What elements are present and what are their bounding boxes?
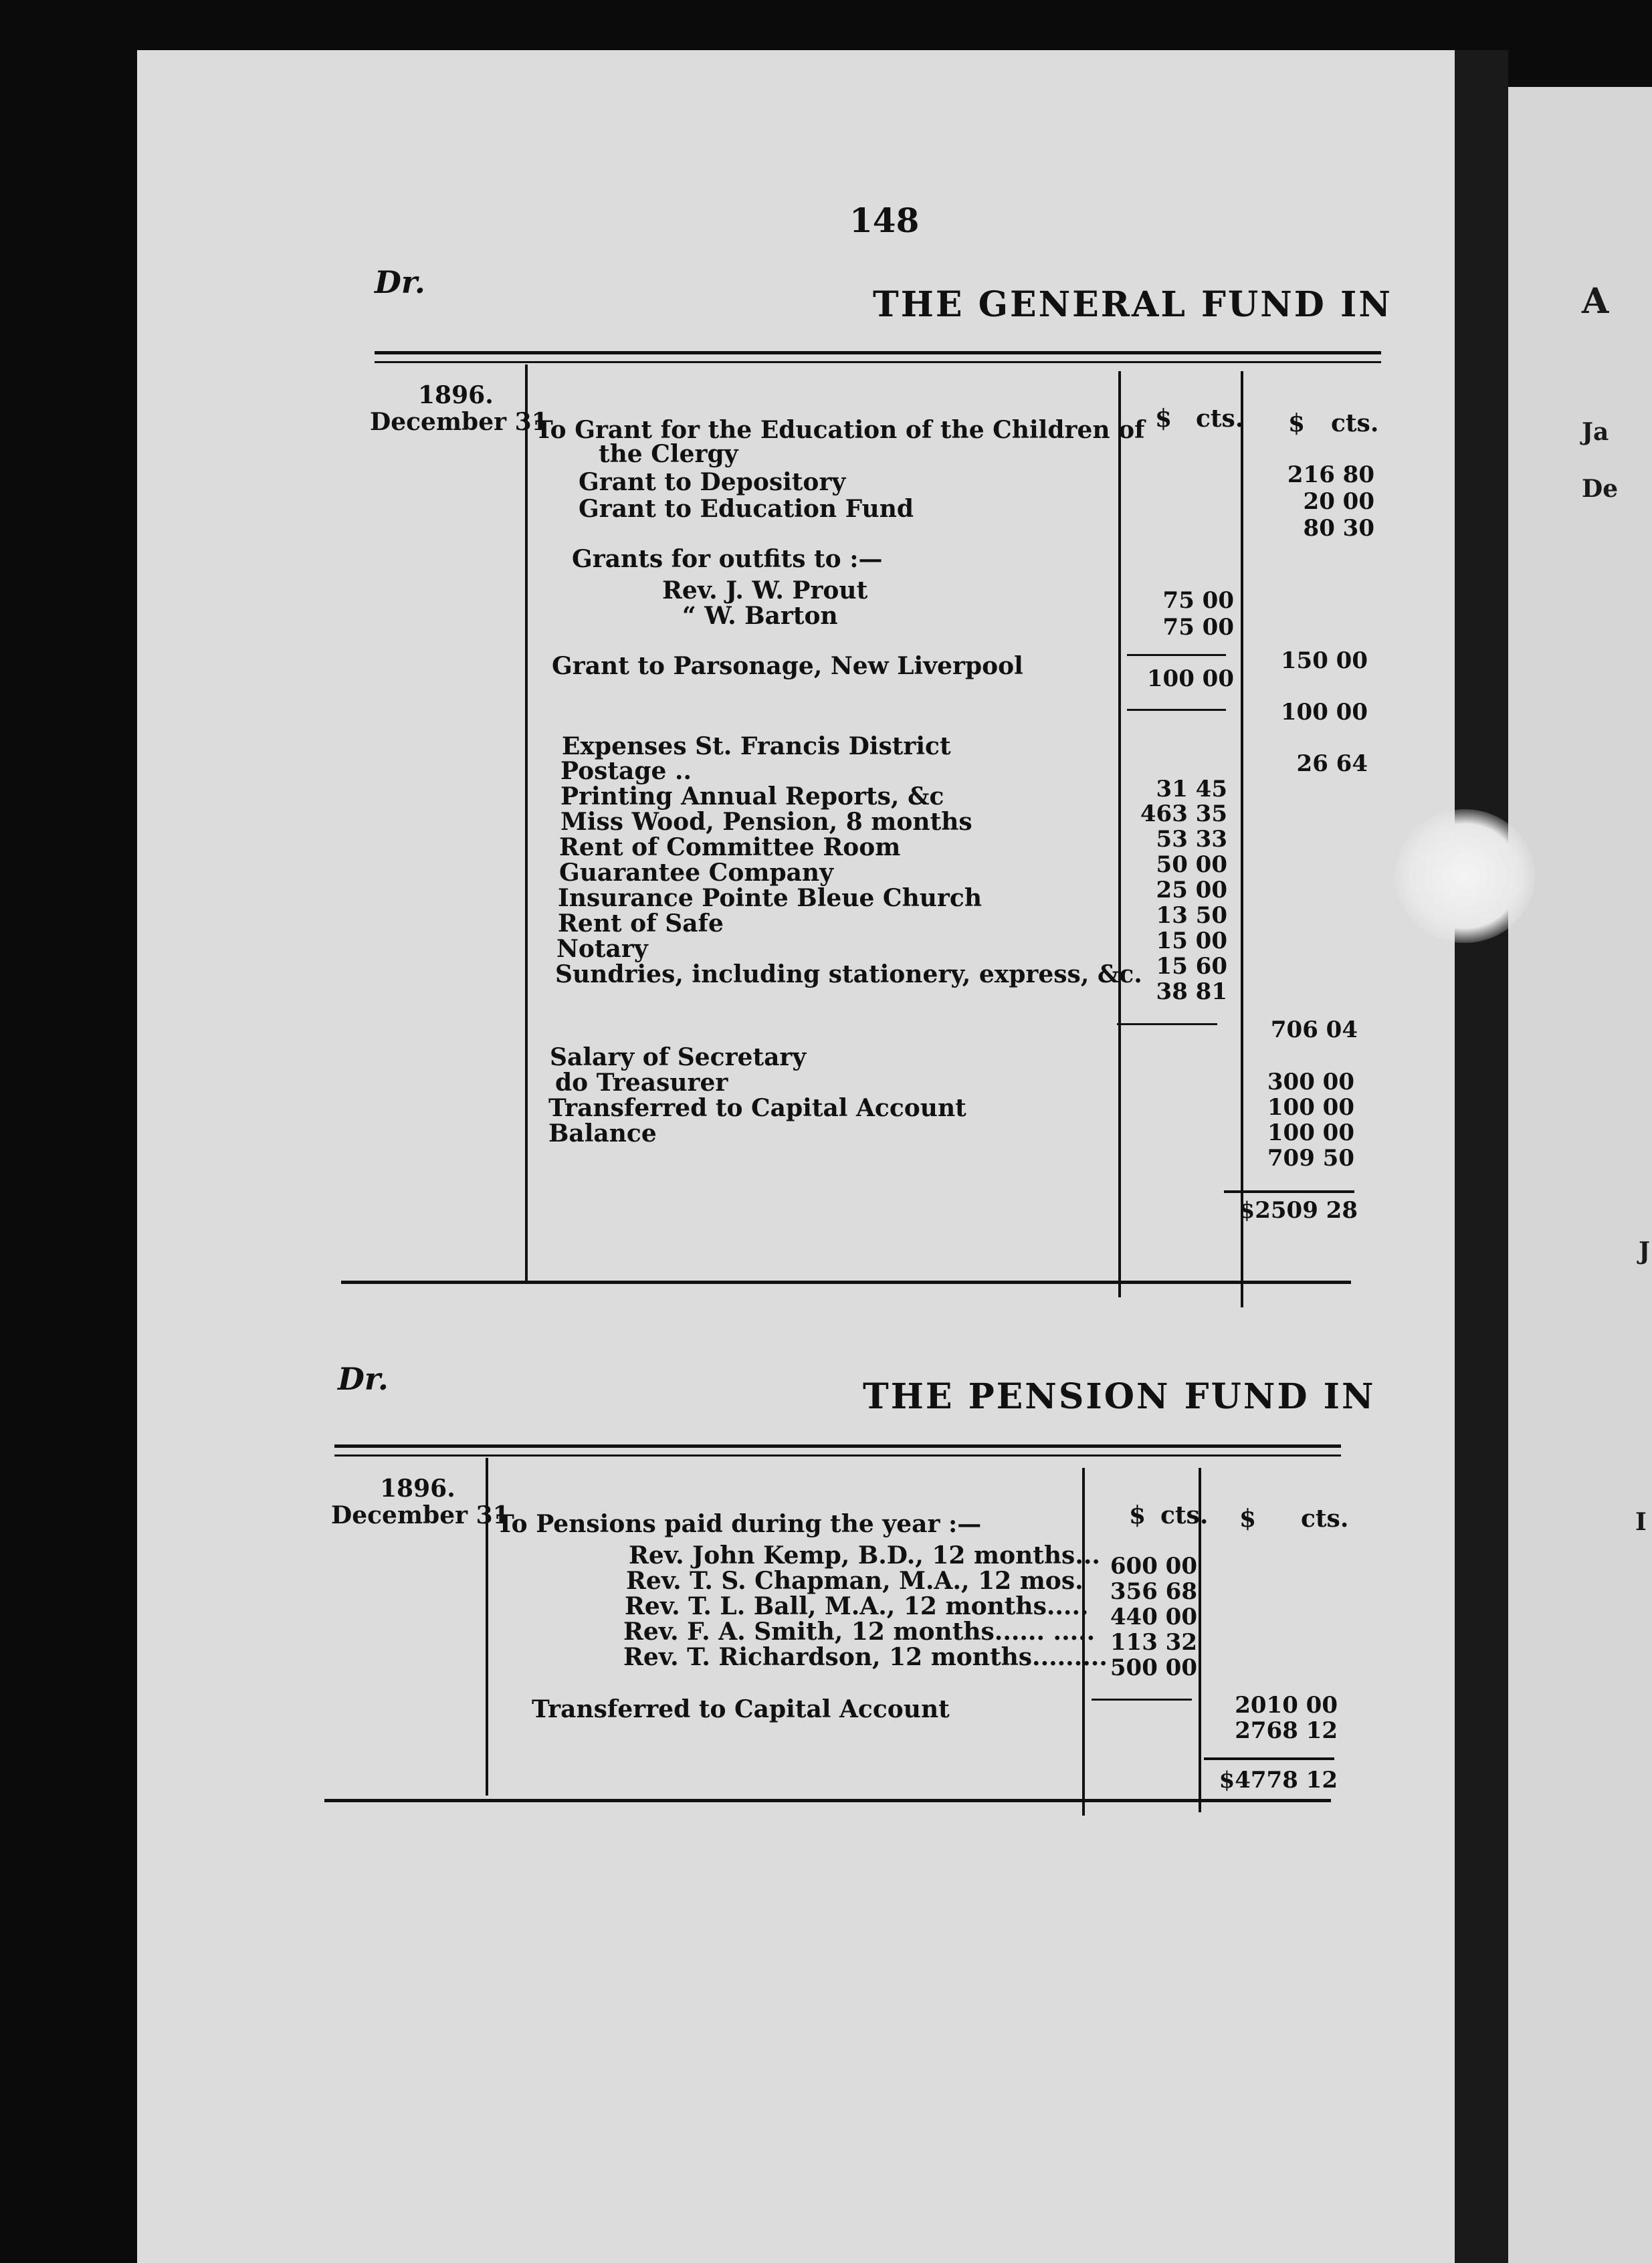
ledger-amount: 709 50 — [1267, 1145, 1354, 1172]
date-label: December 31 — [370, 408, 548, 436]
general-fund-title: THE GENERAL FUND IN — [873, 284, 1392, 325]
ledger-entry: the Clergy — [599, 440, 738, 468]
date-label: December 31 — [331, 1501, 510, 1529]
book-spine — [1455, 50, 1508, 2263]
pension-fund-title: THE PENSION FUND IN — [863, 1376, 1376, 1417]
ledger-amount: 15 60 — [1156, 953, 1227, 980]
facing-page-letter: J — [1639, 1237, 1651, 1265]
ledger-amount: 100 00 — [1146, 665, 1234, 692]
top-rule — [334, 1444, 1341, 1448]
ledger-amount: 15 00 — [1156, 928, 1227, 954]
ledger-amount: 50 00 — [1156, 851, 1227, 878]
ledger-amount: 2768 12 — [1235, 1717, 1338, 1744]
ledger-entry: Sundries, including stationery, express, &c. — [555, 960, 1142, 988]
ledger-amount: 463 35 — [1140, 800, 1227, 827]
ledger-entry: Insurance Pointe Bleue Church — [558, 884, 982, 912]
ledger-amount: 500 00 — [1110, 1654, 1197, 1681]
year-label: 1896. — [418, 381, 494, 409]
ledger-entry: Rev. John Kemp, B.D., 12 months... — [629, 1541, 1100, 1570]
facing-page-letter: A — [1582, 281, 1609, 322]
ledger-entry: Expenses St. Francis District — [562, 732, 951, 760]
ledger-entry: Rev. T. S. Chapman, M.A., 12 mos. — [626, 1567, 1083, 1595]
col2-cents-header: cts. — [1301, 1505, 1349, 1533]
ledger-amount: 26 64 — [1296, 750, 1368, 777]
ledger-amount: 80 30 — [1303, 515, 1374, 542]
ledger-amount: 113 32 — [1110, 1629, 1197, 1656]
ledger-amount: 20 00 — [1303, 488, 1374, 515]
ledger-amount: 53 33 — [1156, 826, 1227, 853]
ledger-entry: Rev. F. A. Smith, 12 months...... ..... — [623, 1618, 1096, 1646]
ledger-entry: To Grant for the Education of the Children of — [535, 416, 1145, 444]
ledger-amount: 25 00 — [1156, 877, 1227, 903]
section-bottom-rule — [324, 1799, 1331, 1802]
ledger-amount: 31 45 — [1156, 776, 1227, 802]
ledger-amount: 100 00 — [1280, 699, 1368, 726]
ledger-amount: 38 81 — [1156, 978, 1227, 1005]
subtotal-rule — [1127, 654, 1226, 656]
ledger-amount: 706 04 — [1270, 1016, 1358, 1043]
ledger-entry: Salary of Secretary — [550, 1043, 807, 1071]
date-column-divider — [525, 364, 528, 1284]
ledger-entry: Postage .. — [560, 757, 692, 785]
subtotal-rule — [1117, 1023, 1217, 1025]
ledger-amount: 75 00 — [1162, 587, 1234, 614]
section-bottom-rule — [341, 1281, 1351, 1284]
facing-page-letter: Ja — [1582, 418, 1609, 446]
ledger-entry: Rent of Safe — [558, 909, 724, 938]
facing-page-fragment — [1508, 87, 1652, 2263]
ledger-entry: Grants for outfits to :— — [572, 545, 883, 573]
year-label: 1896. — [380, 1475, 455, 1503]
top-rule — [375, 351, 1381, 354]
col1-divider — [1118, 371, 1121, 1297]
ledger-entry: Grant to Depository — [579, 468, 846, 496]
col2-divider — [1241, 371, 1243, 1307]
top-rule — [334, 1454, 1341, 1457]
col1-cents-header: cts. — [1160, 1501, 1209, 1529]
ledger-amount: 216 80 — [1287, 461, 1374, 488]
ledger-amount: 75 00 — [1162, 614, 1234, 641]
ledger-entry: Transferred to Capital Account — [548, 1094, 966, 1122]
page-number: 148 — [849, 201, 920, 240]
top-rule — [375, 361, 1381, 363]
ledger-entry: To Pensions paid during the year :— — [496, 1510, 982, 1538]
ledger-amount: 100 00 — [1267, 1119, 1354, 1146]
ledger-entry: Miss Wood, Pension, 8 months — [560, 808, 972, 836]
total-rule — [1204, 1757, 1334, 1760]
subtotal-rule — [1127, 709, 1226, 711]
ledger-amount: 440 00 — [1110, 1604, 1197, 1630]
dr-label: Dr. — [338, 1361, 389, 1397]
dr-label: Dr. — [375, 264, 425, 300]
ledger-entry: Rev. T. Richardson, 12 months......... — [623, 1643, 1108, 1671]
total-rule — [1224, 1190, 1354, 1193]
col2-cents-header: cts. — [1331, 409, 1379, 437]
ledger-entry: Guarantee Company — [559, 859, 834, 887]
ledger-entry: Rent of Committee Room — [559, 833, 901, 861]
paper-stain — [1395, 809, 1535, 943]
facing-page-letter: I — [1635, 1508, 1647, 1536]
ledger-amount: 100 00 — [1267, 1094, 1354, 1121]
ledger-entry: Rev. T. L. Ball, M.A., 12 months..... — [625, 1592, 1089, 1620]
ledger-amount: 150 00 — [1280, 647, 1368, 674]
col1-dollar-header: $ — [1155, 405, 1172, 433]
ledger-entry: Printing Annual Reports, &c — [560, 782, 944, 811]
ledger-amount: 300 00 — [1267, 1069, 1354, 1095]
col1-cents-header: cts. — [1196, 405, 1244, 433]
ledger-entry: Balance — [548, 1119, 657, 1148]
general-fund-total: $2509 28 — [1239, 1197, 1358, 1224]
ledger-entry: Rev. J. W. Prout — [662, 576, 868, 605]
facing-page-letter: De — [1582, 475, 1619, 503]
ledger-amount: 13 50 — [1156, 902, 1227, 929]
ledger-entry: Notary — [556, 935, 648, 963]
pension-fund-total: $4778 12 — [1219, 1767, 1338, 1794]
ledger-entry: “ W. Barton — [682, 602, 838, 630]
col2-dollar-header: $ — [1288, 409, 1306, 437]
ledger-amount: 2010 00 — [1235, 1692, 1338, 1719]
ledger-entry: Transferred to Capital Account — [532, 1695, 950, 1723]
subtotal-rule — [1092, 1699, 1192, 1701]
ledger-amount: 356 68 — [1110, 1578, 1197, 1605]
ledger-entry: Grant to Parsonage, New Liverpool — [552, 652, 1023, 680]
ledger-entry: do Treasurer — [555, 1069, 728, 1097]
col1-dollar-header: $ — [1129, 1501, 1146, 1529]
ledger-entry: Grant to Education Fund — [579, 495, 914, 523]
col2-dollar-header: $ — [1239, 1505, 1257, 1533]
ledger-amount: 600 00 — [1110, 1553, 1197, 1580]
